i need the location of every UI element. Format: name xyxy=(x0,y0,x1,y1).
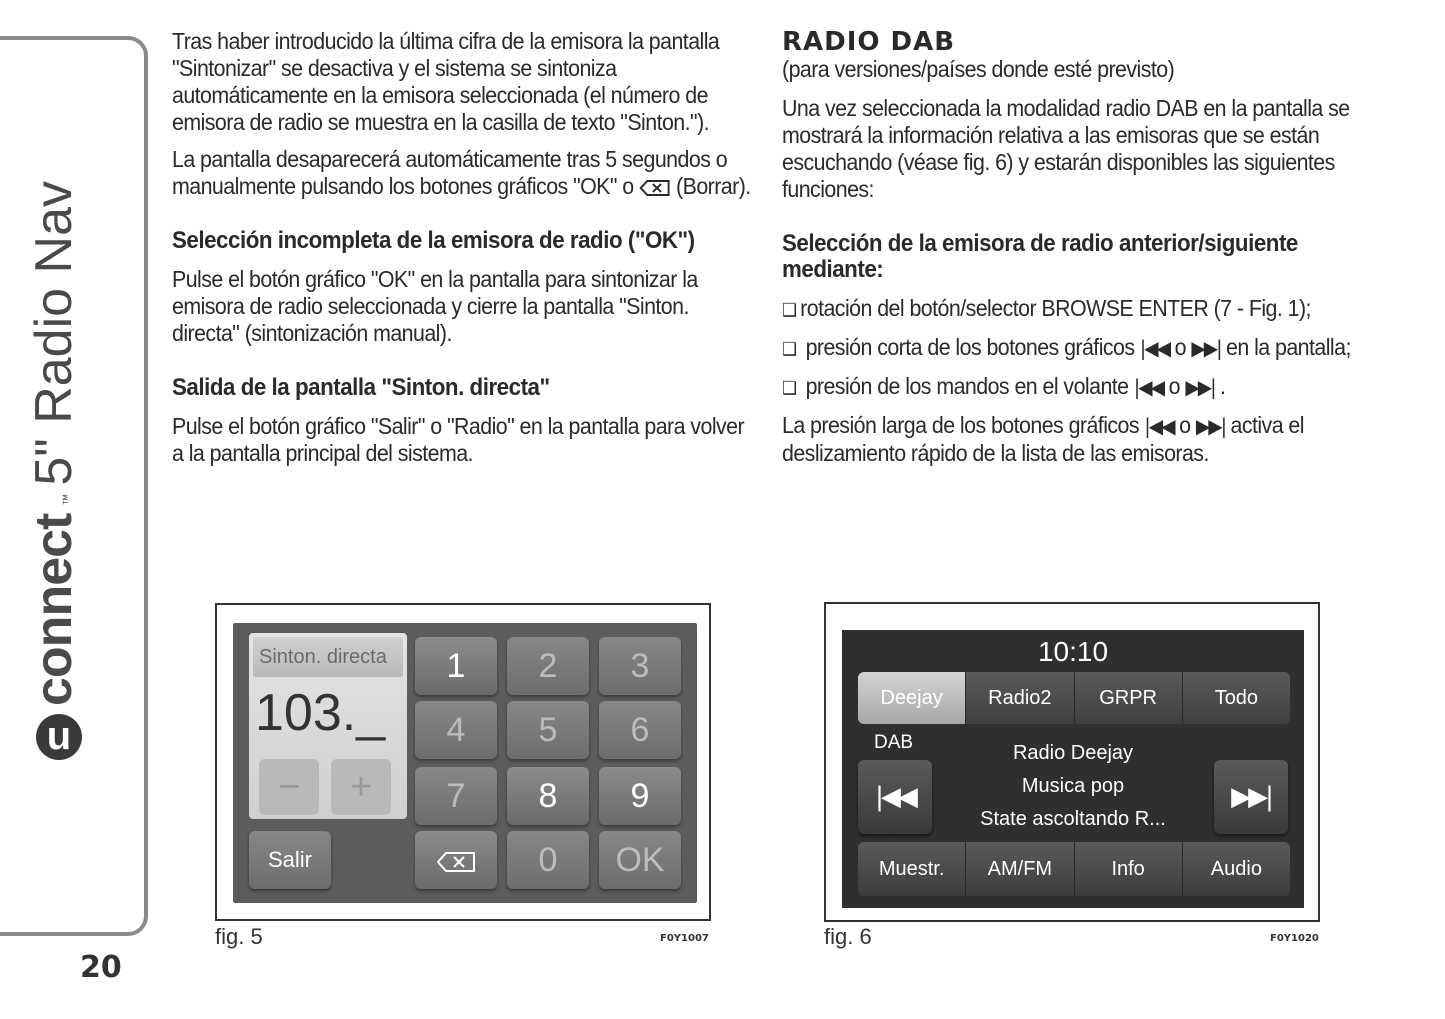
ok-button[interactable]: OK xyxy=(599,831,681,889)
left-column xyxy=(172,28,752,477)
next-icon: ▶▶| xyxy=(1195,414,1226,438)
paragraph xyxy=(172,146,755,200)
paragraph-text: activa el deslizamiento rápido de la lista de las emisoras. xyxy=(782,412,1304,466)
figure-6 xyxy=(824,602,1320,922)
next-icon: ▶▶| xyxy=(1191,336,1221,360)
or-word: o xyxy=(1168,373,1180,399)
bottom-bar xyxy=(858,842,1290,896)
paragraph-text: La pantalla desaparecerá automáticamente tras 5 segundos o manualmente pulsando los botones gráficos "OK" o xyxy=(172,146,728,199)
previous-icon: |◀◀ xyxy=(1144,414,1174,438)
paragraph: Pulse el botón gráfico "OK" en la pantalla para sintonizar la emisora de radio seleccionada y cierre la pantalla "Sinton. directa" (sintonización manual). xyxy=(172,266,698,346)
section-heading: Salida de la pantalla "Sinton. directa" xyxy=(172,374,550,401)
figure-6-code: F0Y1020 xyxy=(1270,933,1319,944)
paragraph: Pulse el botón gráfico "Salir" o "Radio" en la pantalla para volver a la pantalla principal del sistema. xyxy=(172,413,745,466)
figure-6-caption: fig. 6 xyxy=(824,924,872,949)
paragraph-text: La presión larga de los botones gráficos xyxy=(782,412,1140,438)
bullet-text: presión corta de los botones gráficos xyxy=(805,334,1135,360)
dab-radio-screen xyxy=(842,630,1304,908)
or-word: o xyxy=(1179,412,1191,438)
previous-icon: |◀◀ xyxy=(1139,336,1170,360)
subtitle: (para versiones/países donde esté previsto) xyxy=(782,56,1175,82)
bullet-text: . xyxy=(1220,373,1226,399)
clock: 10:10 xyxy=(1037,636,1109,667)
previous-icon: |◀◀ xyxy=(1133,375,1164,399)
figure-5-caption: fig. 5 xyxy=(215,924,263,949)
delete-button[interactable] xyxy=(415,831,497,889)
station-name: Radio Deejay xyxy=(1012,742,1134,764)
backspace-icon xyxy=(436,851,476,873)
station-genre: Musica pop xyxy=(1021,775,1125,797)
uconnect-logo-text: connect xyxy=(25,513,83,706)
exit-button[interactable]: Salir xyxy=(249,831,331,889)
bullet-item xyxy=(782,373,1365,402)
am-fm-button[interactable]: AM/FM xyxy=(966,842,1074,896)
key-5[interactable]: 5 xyxy=(507,701,589,759)
band-label: DAB xyxy=(874,732,914,753)
figure-5-code: F0Y1007 xyxy=(660,933,709,944)
bullet-item xyxy=(782,334,1365,363)
radio-dab-title: RADIO DAB xyxy=(782,27,956,57)
audio-button[interactable]: Audio xyxy=(1183,842,1290,896)
tab-deejay[interactable]: Deejay xyxy=(858,672,966,724)
section-title-text: 5" Radio Nav xyxy=(25,181,83,486)
trademark: ™ xyxy=(60,493,74,506)
key-4[interactable]: 4 xyxy=(415,701,497,759)
tune-label: Sinton. directa xyxy=(253,637,403,677)
backspace-icon xyxy=(639,179,671,197)
right-column xyxy=(782,28,1362,477)
bullet-text: en la pantalla; xyxy=(1226,334,1351,360)
next-station-button[interactable]: ▶▶| xyxy=(1214,760,1288,834)
section-title xyxy=(24,181,84,760)
figure-5 xyxy=(215,603,711,921)
paragraph xyxy=(782,412,1365,467)
key-0[interactable]: 0 xyxy=(507,831,589,889)
key-2[interactable]: 2 xyxy=(507,637,589,695)
tab-grpr[interactable]: GRPR xyxy=(1075,672,1183,724)
frequency-value: 103._ xyxy=(255,684,386,742)
paragraph-text: (Borrar). xyxy=(676,173,751,199)
key-6[interactable]: 6 xyxy=(599,701,681,759)
browse-button[interactable]: Muestr. xyxy=(858,842,966,896)
or-word: o xyxy=(1174,334,1186,360)
key-8[interactable]: 8 xyxy=(507,767,589,825)
paragraph: Una vez seleccionada la modalidad radio DAB en la pantalla se mostrará la información relativa a las emisoras que se están escuchando (véase fig. 6) y estarán disponibles las siguientes funciones: xyxy=(782,95,1350,202)
bullet-item: ❑ rotación del botón/selector BROWSE ENTER (7 - Fig. 1); xyxy=(782,295,1365,324)
minus-button[interactable]: − xyxy=(259,759,319,815)
tune-panel xyxy=(249,633,407,819)
key-9[interactable]: 9 xyxy=(599,767,681,825)
next-icon: ▶▶| xyxy=(1185,375,1215,399)
previous-station-button[interactable]: |◀◀ xyxy=(858,760,932,834)
direct-tune-screen xyxy=(233,623,697,903)
info-button[interactable]: Info xyxy=(1075,842,1183,896)
tab-todo[interactable]: Todo xyxy=(1183,672,1290,724)
key-7[interactable]: 7 xyxy=(415,767,497,825)
key-3[interactable]: 3 xyxy=(599,637,681,695)
section-heading: Selección de la emisora de radio anterior/siguiente mediante: xyxy=(782,230,1298,283)
station-status: State ascoltando R... xyxy=(980,808,1166,830)
plus-button[interactable]: + xyxy=(331,759,391,815)
preset-tabs xyxy=(858,672,1290,724)
key-1[interactable]: 1 xyxy=(415,637,497,695)
tab-radio2[interactable]: Radio2 xyxy=(966,672,1074,724)
paragraph: Tras haber introducido la última cifra de la emisora la pantalla "Sintonizar" se desactiva y el sistema se sintoniza automáticamente en la emisora seleccionada (el número de emisora de radio se muestra en la casilla de texto "Sinton."). xyxy=(172,28,720,135)
page-number: 20 xyxy=(80,950,122,985)
uconnect-logo-icon: u xyxy=(36,714,82,760)
section-heading: Selección incompleta de la emisora de radio ("OK") xyxy=(172,227,695,254)
bullet-text: presión de los mandos en el volante xyxy=(805,373,1129,399)
